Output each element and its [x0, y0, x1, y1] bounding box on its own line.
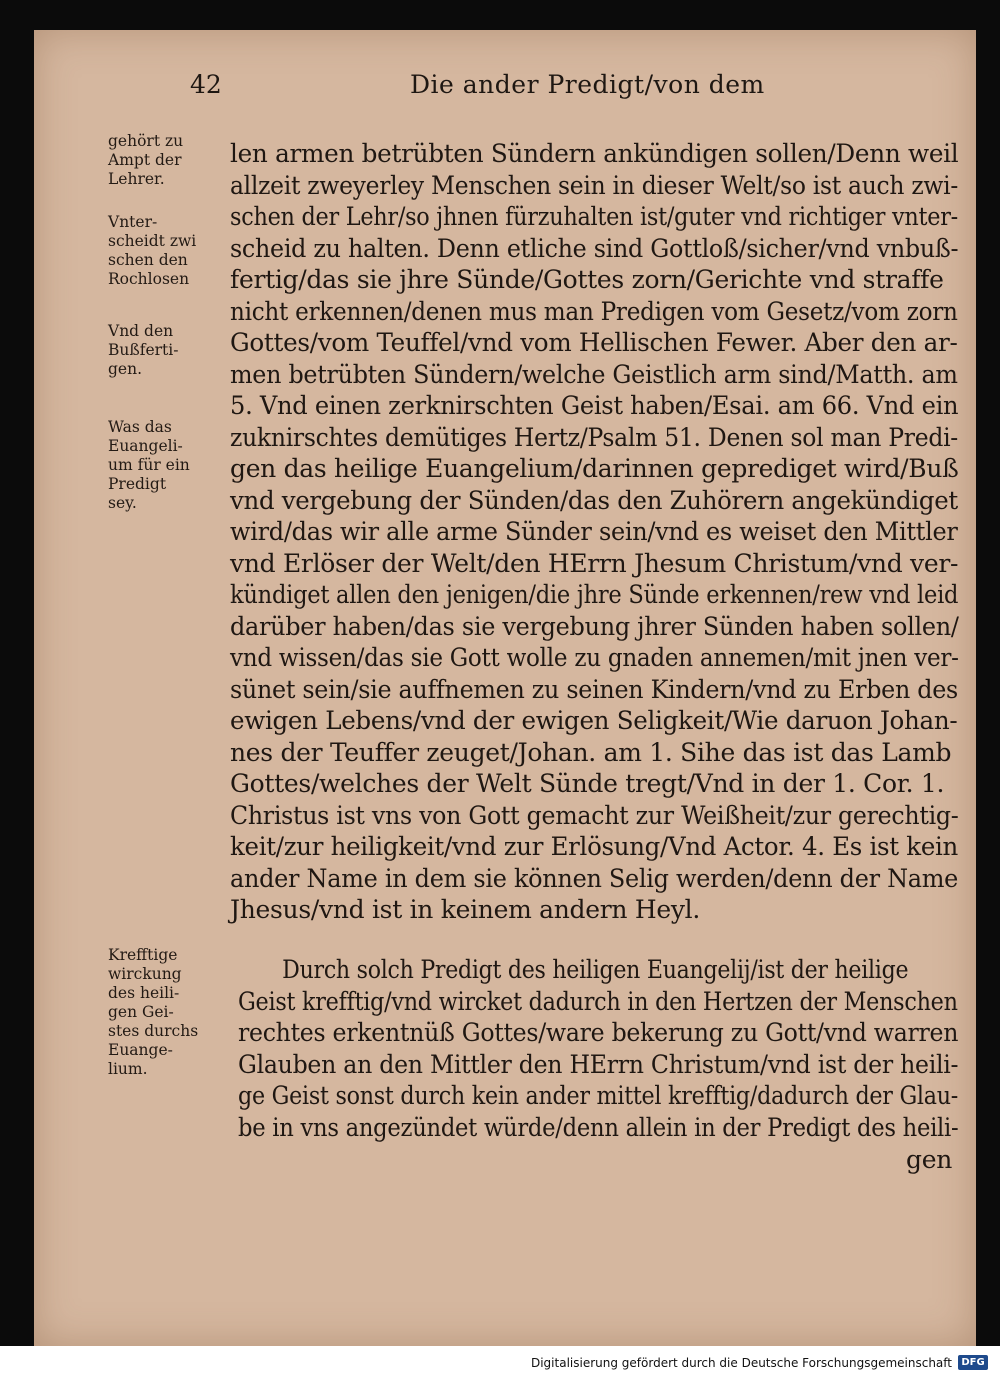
running-title: Die ander Predigt/von dem	[410, 70, 765, 99]
text-line: nes der Teuffer zeuget/Johan. am 1. Sihe das ist das Lamb	[230, 737, 952, 767]
text-line: Christus ist vns von Gott gemacht zur Weißheit/zur gerechtig-	[230, 800, 959, 830]
text-line: Gottes/vom Teuffel/vnd vom Hellischen Fewer. Aber den ar-	[230, 328, 958, 357]
text-line: Jhesus/vnd ist in keinem andern Heyl.	[230, 895, 700, 924]
page-number: 42	[190, 70, 222, 99]
text-line: nicht erkennen/denen mus man Predigen vom Gesetz/vom zorn	[230, 296, 958, 326]
margin-note: Vnter- scheidt zwi schen den Rochlosen	[108, 213, 197, 288]
text-line: vnd Erlöser der Welt/den HErrn Jhesum Christum/vnd ver-	[230, 548, 959, 578]
text-line: Gottes/welches der Welt Sünde tregt/Vnd in der 1. Cor. 1.	[230, 769, 945, 798]
text-line: allzeit zweyerley Menschen sein in dieser Welt/so ist auch zwi-	[230, 170, 959, 200]
text-line: sünet sein/sie auffnemen zu seinen Kindern/vnd zu Erben des	[230, 674, 958, 704]
text-line: vnd vergebung der Sünden/das den Zuhörern angekündiget	[230, 485, 958, 515]
text-line: wird/das wir alle arme Sünder sein/vnd es weiset den Mittler	[230, 517, 958, 546]
text-line: fertig/das sie jhre Sünde/Gottes zorn/Gerichte vnd straffe	[230, 265, 944, 294]
text-line: darüber haben/das sie vergebung jhrer Sünden haben sollen/	[230, 611, 959, 641]
margin-note: gehört zu Ampt der Lehrer.	[108, 132, 184, 188]
text-line: schen der Lehr/so jhnen fürzuhalten ist/guter vnd richtiger vnter-	[230, 202, 958, 231]
text-line: be in vns angezündet würde/denn allein in der Predigt des heili-	[238, 1112, 959, 1142]
text-line: vnd wissen/das sie Gott wolle zu gnaden annemen/mit jnen ver-	[230, 643, 959, 672]
text-line: zuknirschtes demütiges Hertz/Psalm 51. Denen sol man Predi-	[230, 422, 958, 452]
text-line: ander Name in dem sie können Selig werden/denn der Name	[230, 863, 959, 893]
text-line: rechtes erkentnüß Gottes/ware bekerung zu Gott/vnd warren	[238, 1018, 959, 1047]
text-line: keit/zur heiligkeit/vnd zur Erlösung/Vnd Actor. 4. Es ist kein	[230, 832, 958, 861]
dfg-logo: DFG	[958, 1355, 988, 1370]
text-line: gen das heilige Euangelium/darinnen geprediget wird/Buß	[230, 454, 959, 483]
paragraph	[230, 138, 1000, 926]
footer-bar	[0, 1346, 1000, 1380]
paragraph	[238, 954, 1000, 1143]
text-line: men betrübten Sündern/welche Geistlich arm sind/Matth. am	[230, 359, 958, 389]
text-line: ge Geist sonst durch kein ander mittel krefftig/dadurch der Glau-	[238, 1081, 959, 1110]
funding-credit: Digitalisierung gefördert durch die Deutsche Forschungsgemeinschaft	[530, 1356, 952, 1370]
text-line: kündiget allen den jenigen/die jhre Sünde erkennen/rew vnd leid	[230, 580, 959, 609]
margin-note: Krefftige wirckung des heili- gen Gei- stes durchs Euange- lium.	[108, 946, 199, 1078]
text-line: Durch solch Predigt des heiligen Euangelij/ist der heilige	[282, 955, 909, 984]
text-line: len armen betrübten Sündern ankündigen sollen/Denn weil	[230, 139, 959, 168]
text-line: Geist krefftig/vnd wircket dadurch in den Hertzen der Menschen	[238, 986, 958, 1016]
text-line: 5. Vnd einen zerknirschten Geist haben/Esai. am 66. Vnd ein	[230, 391, 959, 420]
text-line: scheid zu halten. Denn etliche sind Gottloß/sicher/vnd vnbuß-	[230, 233, 959, 263]
running-header	[190, 70, 770, 110]
catchword: gen	[906, 1145, 952, 1174]
text-line: Glauben an den Mittler den HErrn Christum/vnd ist der heili-	[238, 1049, 959, 1079]
margin-note: Vnd den Bußferti- gen.	[108, 322, 179, 378]
text-line: ewigen Lebens/vnd der ewigen Seligkeit/Wie daruon Johan-	[230, 706, 958, 735]
margin-note: Was das Euangeli- um für ein Predigt sey.	[108, 418, 190, 512]
